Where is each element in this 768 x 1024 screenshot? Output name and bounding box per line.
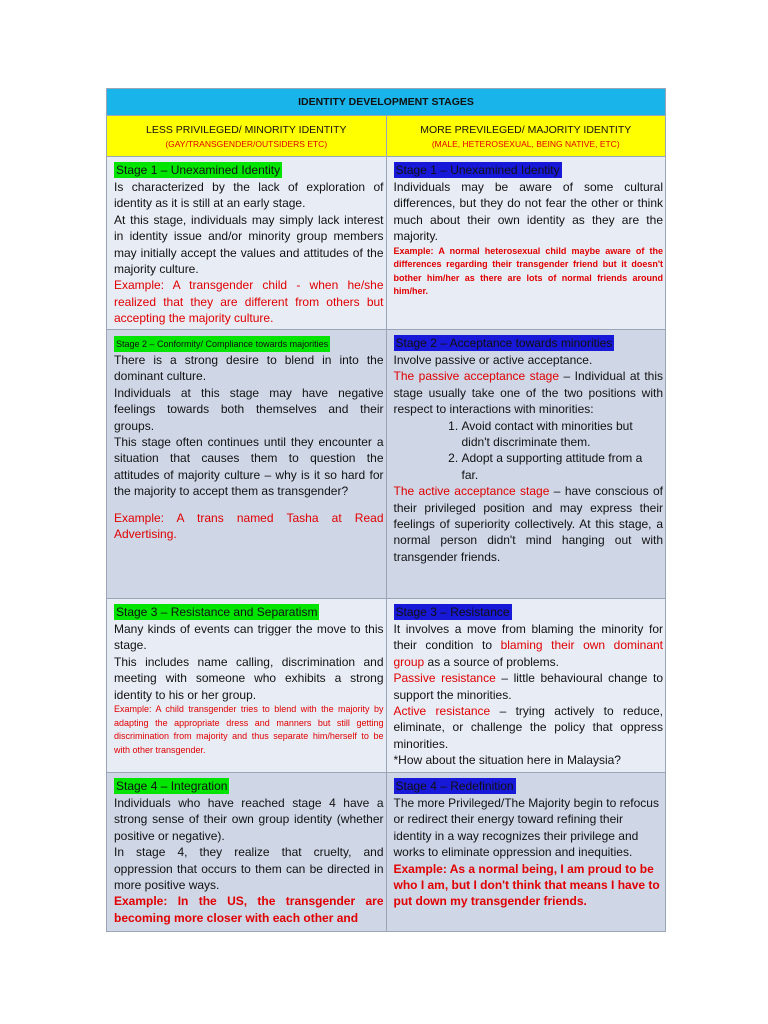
- stage-1-majority-title: Stage 1 – Unexamined Identity: [395, 163, 560, 177]
- stage-3-minority-example: Example: A child transgender tries to blend with the majority by adapting the appropriate dress and manners but still getting discrimination from majority and thus separate him/herself to be with other transgender.: [114, 704, 384, 755]
- stage-2-row: [107, 330, 665, 599]
- stage-3-majority-active: [394, 703, 664, 752]
- right-header-cell: [386, 116, 666, 156]
- active-acceptance-text: – have conscious of their privileged position and may express their feelings of superiority collectively. At this stage, a normal person didn't mind hanging out with transgender friends.: [393, 484, 663, 564]
- header-row: [107, 116, 665, 157]
- stage-1-majority-example: Example: A normal heterosexual child maybe aware of the differences regarding their transgender friend but it doesn't bother him/her as there are lots of normal friends around him/her.: [393, 245, 663, 297]
- list-item: 2. Adopt a supporting attitude from a far.: [462, 450, 664, 483]
- stage-1-minority-text-2: At this stage, individuals may simply lack interest in identity issue and/or minority group members may initially accept the values and attitudes of the majority culture.: [114, 212, 384, 277]
- stage-4-minority-text-1: Individuals who have reached stage 4 have a strong sense of their own group identity (whether positive or negative).: [114, 796, 384, 843]
- stage-2-minority-example: Example: A trans named Tasha at Read Advertising.: [114, 510, 384, 542]
- stage-2-minority-text-3: This stage often continues until they encounter a situation that causes them to question the attitudes of majority culture – why is it so hard for the majority to accept them as transgender?: [114, 435, 384, 499]
- stage-3-majority-text-1: [394, 621, 664, 670]
- active-resistance-label: Active resistance: [393, 704, 491, 719]
- stage-3-row: [107, 599, 665, 773]
- right-header-title: MORE PREVILEGED/ MAJORITY IDENTITY: [420, 123, 632, 136]
- stage-1-minority-example: Example: A transgender child - when he/she realized that they are different from others but accepting the majority culture.: [114, 278, 384, 326]
- stage-2-majority-title: Stage 2 – Acceptance towards minorities: [395, 336, 613, 350]
- stage-1-minority-cell: [107, 157, 386, 329]
- stage-1-minority-title: Stage 1 – Unexamined Identity: [116, 163, 281, 177]
- passive-resistance-text: – little behavioural change to support the minorities.: [393, 671, 664, 702]
- stage-2-minority-cell: [107, 330, 386, 598]
- stage-4-minority-cell: [107, 773, 386, 931]
- blame-text-a: It involves a move from blaming the minority for their condition to: [393, 622, 663, 653]
- stage-2-majority-cell: [386, 330, 666, 598]
- stage-1-majority-text-1: Individuals may be aware of some cultural differences, but they do not fear the other or think much about their own identity as they are the majority.: [393, 180, 663, 244]
- left-header-title: LESS PRIVILEGED/ MINORITY IDENTITY: [145, 123, 347, 136]
- stage-3-majority-passive: [394, 670, 664, 703]
- stage-4-minority-example: Example: In the US, the transgender are becoming more closer with each other and: [114, 894, 384, 925]
- stage-3-majority-question: *How about the situation here in Malaysia?: [393, 753, 621, 768]
- spacer: [114, 500, 384, 510]
- active-resistance-text: – trying actively to reduce, eliminate, or challenge the policy that oppress minorities.: [393, 704, 664, 751]
- left-header-subtitle: (GAY/TRANSGENDER/OUTSIDERS ETC): [165, 138, 328, 149]
- stage-4-minority-text-2: In stage 4, they realize that cruelty, and oppression that occurs to them can be directed in more positive ways.: [114, 845, 384, 893]
- blame-text-red: blaming their own dominant group: [393, 638, 664, 669]
- stage-3-minority-text-1: Many kinds of events can trigger the move to this stage.: [114, 622, 384, 653]
- stage-4-row: [107, 773, 665, 931]
- stage-4-minority-title: Stage 4 – Integration: [116, 779, 228, 793]
- identity-stages-table: [106, 88, 666, 932]
- passive-acceptance-list: [394, 418, 664, 484]
- stage-2-minority-title: Stage 2 – Conformity/ Compliance towards majorities: [114, 336, 330, 352]
- stage-1-majority-cell: [386, 157, 666, 329]
- stage-1-row: [107, 157, 665, 330]
- passive-resistance-label: Passive resistance: [393, 671, 496, 686]
- left-header-cell: [107, 116, 386, 156]
- stage-4-majority-title: Stage 4 – Redefinition: [395, 779, 514, 793]
- stage-2-majority-text-1: Involve passive or active acceptance.: [393, 353, 593, 367]
- stage-3-minority-title: Stage 3 – Resistance and Separatism: [116, 605, 318, 619]
- stage-3-majority-cell: [386, 599, 666, 772]
- stage-4-majority-example: Example: As a normal being, I am proud to be who I am, but I don't think that means I have to put down my transgender friends.: [393, 861, 660, 909]
- passive-acceptance-text: – Individual at this stage usually take one of the two positions with respect to interactions with minorities:: [393, 369, 663, 417]
- passive-acceptance-label: The passive acceptance stage: [393, 369, 560, 384]
- active-acceptance-label: The active acceptance stage: [393, 484, 550, 499]
- stage-4-majority-text-1: The more Privileged/The Majority begin to refocus or redirect their energy toward refining their identity in a way recognizes their privilege and works to eliminate oppression and inequities.: [393, 796, 659, 860]
- stage-3-majority-title: Stage 3 – Resistance: [395, 605, 510, 619]
- list-item: 1. Avoid contact with minorities but didn't discriminate them.: [462, 418, 664, 451]
- stage-2-minority-text-1: There is a strong desire to blend in into the dominant culture.: [114, 353, 384, 384]
- stage-4-majority-cell: [386, 773, 666, 931]
- stage-3-minority-cell: [107, 599, 386, 772]
- stage-2-minority-text-2: Individuals at this stage may have negative feelings towards both themselves and their groups.: [114, 385, 384, 433]
- right-header-subtitle: (MALE, HETEROSEXUAL, BEING NATIVE, ETC): [431, 138, 620, 149]
- blame-text-b: as a source of problems.: [424, 654, 559, 669]
- stage-2-majority-passive: [394, 368, 664, 417]
- stage-1-minority-text-1: Is characterized by the lack of exploration of identity as it is still at an early stage.: [114, 180, 384, 211]
- stage-2-majority-active: [394, 483, 664, 565]
- stage-3-minority-text-2: This includes name calling, discrimination and meeting with someone who exhibits a strong identity to his or her group.: [114, 654, 384, 702]
- table-title: IDENTITY DEVELOPMENT STAGES: [107, 89, 665, 116]
